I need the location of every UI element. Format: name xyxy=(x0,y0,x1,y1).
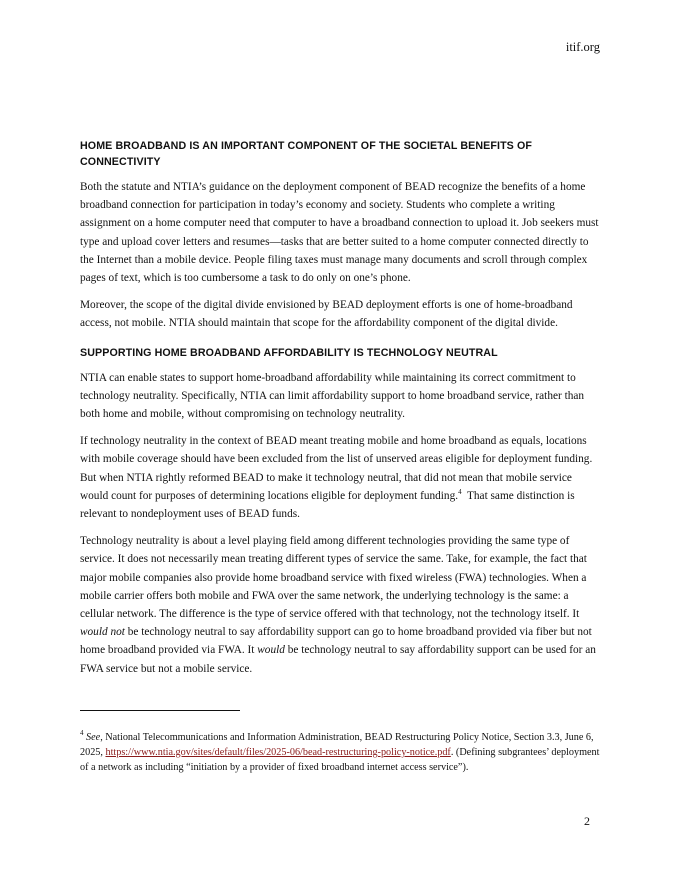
footnote-number: 4 xyxy=(80,729,84,737)
document-body xyxy=(80,138,600,687)
paragraph-text: be technology neutral to say affordability support can go to home broadband provided via fiber but not home broadband provided via FWA. It xyxy=(80,626,592,657)
paragraph: NTIA can enable states to support home-broadband affordability while maintaining its correct commitment to technology neutrality. Specifically, NTIA can limit affordability support to home broadband service, rather than both home and mobile, without compromising on technology neutrality. xyxy=(80,371,585,421)
footnote-link[interactable]: https://www.ntia.gov/sites/default/files/2025-06/bead-restructuring-policy-notice.pdf xyxy=(105,746,451,758)
paragraph-text: Technology neutrality is about a level playing field among different technologies providing the same type of service. It does not necessarily mean treating different types of service the same. Take, for example, the fact that major mobile companies also provide home broadband service with fixed wireless (FWA) technologies. When a mobile carrier offers both mobile and FWA over the same network, the underlying technology is the same: a cellular network. The difference is the type of service offered with that technology, not the technology itself. It xyxy=(80,535,587,621)
paragraph xyxy=(80,532,600,678)
section-heading-technology-neutral: SUPPORTING HOME BROADBAND AFFORDABILITY IS TECHNOLOGY NEUTRAL xyxy=(80,346,498,359)
paragraph-text: be technology neutral to say affordability support can be used for an FWA service but not a mobile service. xyxy=(80,644,596,675)
paragraph-text: If technology neutrality in the context of BEAD meant treating mobile and home broadband as equals, locations with mobile coverage should have been excluded from the list of unserved areas eligible for deployment funding. But when NTIA rightly reformed BEAD to make it technology neutral, that did not mean that mobile service would count for purposes of determining locations eligible for deployment funding. xyxy=(80,435,593,502)
footnote-see: See xyxy=(86,732,101,743)
footnote-reference[interactable]: 4 xyxy=(458,487,462,496)
section-heading-home-broadband: HOME BROADBAND IS AN IMPORTANT COMPONENT OF THE SOCIETAL BENEFITS OF CONNECTIVITY xyxy=(80,140,532,168)
paragraph: Both the statute and NTIA’s guidance on the deployment component of BEAD recognize the benefits of a home broadband connection for participation in today’s economy and society. Students who complete a writing assignment on a home computer need that computer to have a broadband connection to upload it. Job seekers must type and upload cover letters and resumes—tasks that are better suited to a home computer connected directly to the Internet than a mobile device. People filing taxes must manage many documents and scroll through complex pages of text, which is too cumbersome a task to do only on one’s phone. xyxy=(80,181,599,285)
footnote-text: . (Defining subgrantees’ deployment of a network as including “initiation by a provider of fixed broadband internet access service”). xyxy=(80,746,600,773)
paragraph-text: That same distinction is relevant to nondeployment uses of BEAD funds. xyxy=(80,489,578,521)
footnote-divider xyxy=(80,710,240,711)
paragraph: Moreover, the scope of the digital divide envisioned by BEAD deployment efforts is one of home-broadband access, not mobile. NTIA should maintain that scope for the affordability component of the digital divide. xyxy=(80,299,573,330)
footnote xyxy=(80,731,602,775)
emphasis: would not xyxy=(80,626,125,639)
page-number: 2 xyxy=(584,814,590,828)
footnote-text: , National Telecommunications and Information Administration, BEAD Restructuring Policy Notice, Section 3.3, June 6, 2025, xyxy=(80,732,594,758)
emphasis: would xyxy=(257,644,285,657)
site-header: itif.org xyxy=(565,40,600,54)
paragraph xyxy=(80,432,600,523)
